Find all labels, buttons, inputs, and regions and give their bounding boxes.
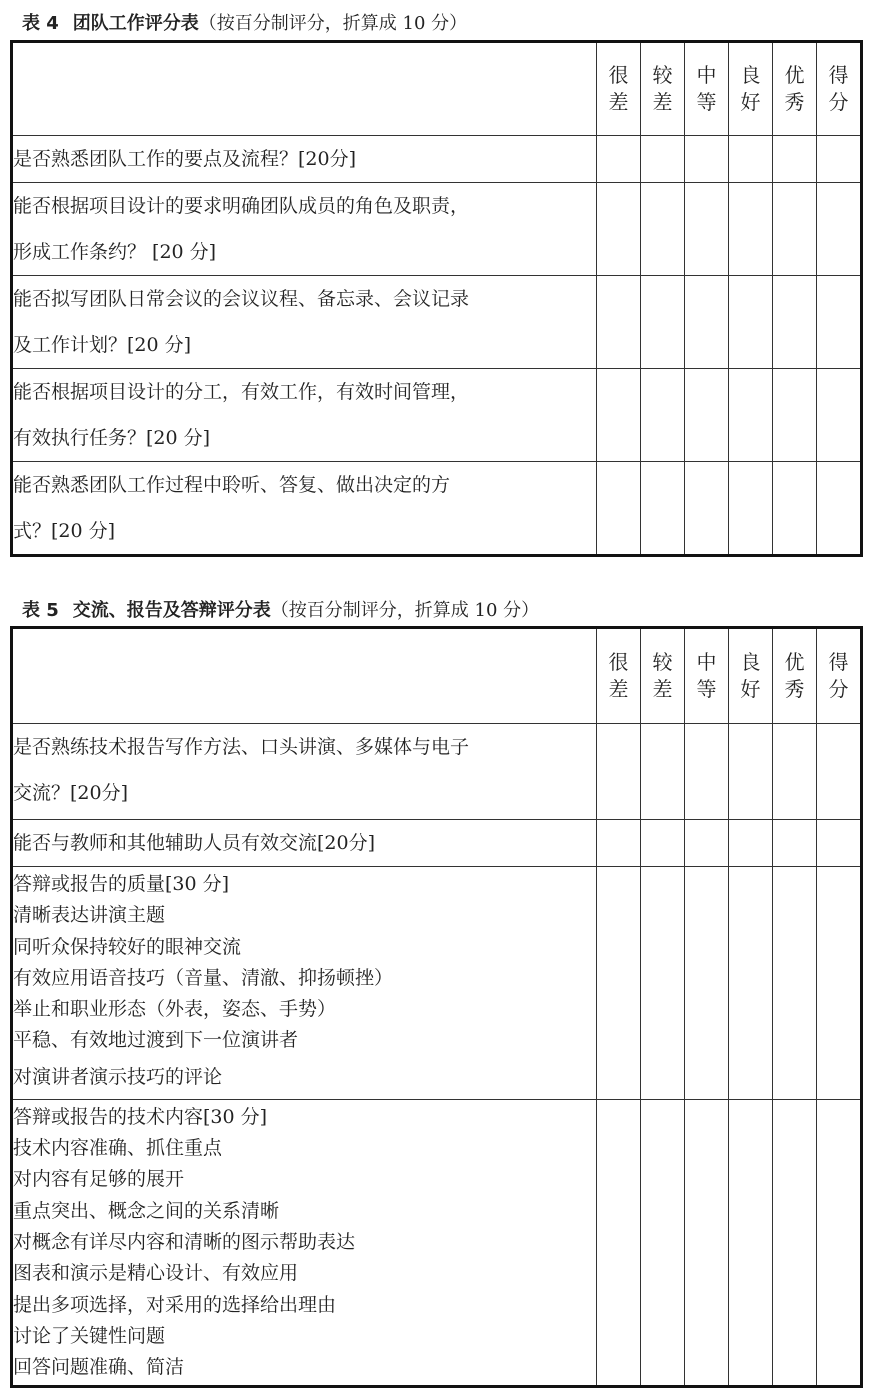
score-cell-good[interactable] — [729, 183, 773, 276]
score-cell-poor[interactable] — [641, 136, 685, 183]
score-cell-score[interactable] — [817, 276, 862, 369]
score-cell-excellent[interactable] — [773, 867, 817, 1100]
score-cell-excellent[interactable] — [773, 369, 817, 462]
score-cell-good[interactable] — [729, 867, 773, 1100]
score-cell-score[interactable] — [817, 136, 862, 183]
score-cell-very-poor[interactable] — [597, 369, 641, 462]
score-cell-score[interactable] — [817, 183, 862, 276]
score-cell-very-poor[interactable] — [597, 462, 641, 556]
table-row — [12, 369, 862, 462]
score-cell-good[interactable] — [729, 462, 773, 556]
table5-note: （按百分制评分，折算成 10 分） — [270, 600, 540, 621]
score-cell-good[interactable] — [729, 369, 773, 462]
table5-col-excellent: 优 秀 — [773, 628, 817, 724]
score-cell-average[interactable] — [685, 369, 729, 462]
table-row — [12, 1099, 862, 1387]
table5-caption — [22, 597, 539, 624]
table5-col-score: 得 分 — [817, 628, 862, 724]
table5-header-blank — [12, 628, 597, 724]
score-cell-very-poor[interactable] — [597, 1099, 641, 1387]
score-cell-excellent[interactable] — [773, 276, 817, 369]
table5-col-good: 良 好 — [729, 628, 773, 724]
table-row — [12, 136, 862, 183]
table-row — [12, 724, 862, 820]
criterion-cell: 能否拟写团队日常会议的会议议程、备忘录、会议记录 及工作计划？[20 分] — [12, 276, 597, 369]
table4-number: 表 4 — [22, 13, 59, 34]
score-cell-excellent[interactable] — [773, 136, 817, 183]
score-cell-poor[interactable] — [641, 867, 685, 1100]
table5-col-average: 中 等 — [685, 628, 729, 724]
score-cell-excellent[interactable] — [773, 183, 817, 276]
score-cell-average[interactable] — [685, 1099, 729, 1387]
score-cell-average[interactable] — [685, 867, 729, 1100]
score-cell-excellent[interactable] — [773, 820, 817, 867]
score-cell-very-poor[interactable] — [597, 867, 641, 1100]
table4-note: （按百分制评分，折算成 10 分） — [198, 13, 468, 34]
score-cell-score[interactable] — [817, 1099, 862, 1387]
score-cell-excellent[interactable] — [773, 724, 817, 820]
table4-caption — [22, 10, 467, 37]
table-row — [12, 867, 862, 1100]
table-row — [12, 276, 862, 369]
table4-col-poor: 较 差 — [641, 42, 685, 136]
criterion-cell: 是否熟悉团队工作的要点及流程？[20分] — [12, 136, 597, 183]
table4-header-row — [12, 42, 862, 136]
criterion-cell: 答辩或报告的技术内容[30 分] 技术内容准确、抓住重点 对内容有足够的展开 重点突出、概念之间的关系清晰 对概念有详尽内容和清晰的图示帮助表达 图表和演示是精心设计、有效应用 提出多项选择，对采用的选择给出理由 讨论了关键性问题 回答问题准确、简洁 — [12, 1099, 597, 1387]
table5-col-very-poor: 很 差 — [597, 628, 641, 724]
score-cell-average[interactable] — [685, 136, 729, 183]
score-cell-very-poor[interactable] — [597, 136, 641, 183]
score-cell-poor[interactable] — [641, 820, 685, 867]
score-cell-score[interactable] — [817, 369, 862, 462]
score-cell-score[interactable] — [817, 867, 862, 1100]
table4-col-good: 良 好 — [729, 42, 773, 136]
score-cell-average[interactable] — [685, 183, 729, 276]
table4-team-work-rubric — [10, 40, 863, 557]
score-cell-poor[interactable] — [641, 276, 685, 369]
score-cell-very-poor[interactable] — [597, 724, 641, 820]
table5-title: 交流、报告及答辩评分表 — [72, 600, 271, 621]
table-row — [12, 183, 862, 276]
score-cell-good[interactable] — [729, 820, 773, 867]
table4-header-blank — [12, 42, 597, 136]
criterion-cell: 答辩或报告的质量[30 分] 清晰表达讲演主题 同听众保持较好的眼神交流 有效应用语音技巧（音量、清澈、抑扬顿挫） 举止和职业形态（外表，姿态、手势） 平稳、有效地过渡到下一位演讲者 对演讲者演示技巧的评论 — [12, 867, 597, 1100]
table5-communication-rubric — [10, 626, 863, 1388]
score-cell-score[interactable] — [817, 820, 862, 867]
score-cell-very-poor[interactable] — [597, 183, 641, 276]
score-cell-poor[interactable] — [641, 724, 685, 820]
table5-col-poor: 较 差 — [641, 628, 685, 724]
score-cell-score[interactable] — [817, 724, 862, 820]
score-cell-poor[interactable] — [641, 462, 685, 556]
score-cell-poor[interactable] — [641, 1099, 685, 1387]
score-cell-average[interactable] — [685, 820, 729, 867]
table4-title: 团队工作评分表 — [72, 13, 199, 34]
score-cell-good[interactable] — [729, 724, 773, 820]
table4-col-excellent: 优 秀 — [773, 42, 817, 136]
criterion-cell: 是否熟练技术报告写作方法、口头讲演、多媒体与电子 交流？[20分] — [12, 724, 597, 820]
score-cell-excellent[interactable] — [773, 1099, 817, 1387]
table4-col-score: 得 分 — [817, 42, 862, 136]
table4-col-average: 中 等 — [685, 42, 729, 136]
score-cell-average[interactable] — [685, 724, 729, 820]
table-row — [12, 462, 862, 556]
score-cell-excellent[interactable] — [773, 462, 817, 556]
score-cell-average[interactable] — [685, 462, 729, 556]
score-cell-very-poor[interactable] — [597, 820, 641, 867]
score-cell-poor[interactable] — [641, 369, 685, 462]
score-cell-good[interactable] — [729, 276, 773, 369]
table4-col-very-poor: 很 差 — [597, 42, 641, 136]
table5-number: 表 5 — [22, 600, 59, 621]
score-cell-good[interactable] — [729, 136, 773, 183]
criterion-cell: 能否与教师和其他辅助人员有效交流[20分] — [12, 820, 597, 867]
score-cell-score[interactable] — [817, 462, 862, 556]
criterion-cell: 能否根据项目设计的分工，有效工作，有效时间管理， 有效执行任务？[20 分] — [12, 369, 597, 462]
score-cell-very-poor[interactable] — [597, 276, 641, 369]
table-row — [12, 820, 862, 867]
table5-header-row — [12, 628, 862, 724]
criterion-cell: 能否根据项目设计的要求明确团队成员的角色及职责， 形成工作条约？ [20 分] — [12, 183, 597, 276]
score-cell-poor[interactable] — [641, 183, 685, 276]
score-cell-average[interactable] — [685, 276, 729, 369]
score-cell-good[interactable] — [729, 1099, 773, 1387]
criterion-cell: 能否熟悉团队工作过程中聆听、答复、做出决定的方 式？[20 分] — [12, 462, 597, 556]
